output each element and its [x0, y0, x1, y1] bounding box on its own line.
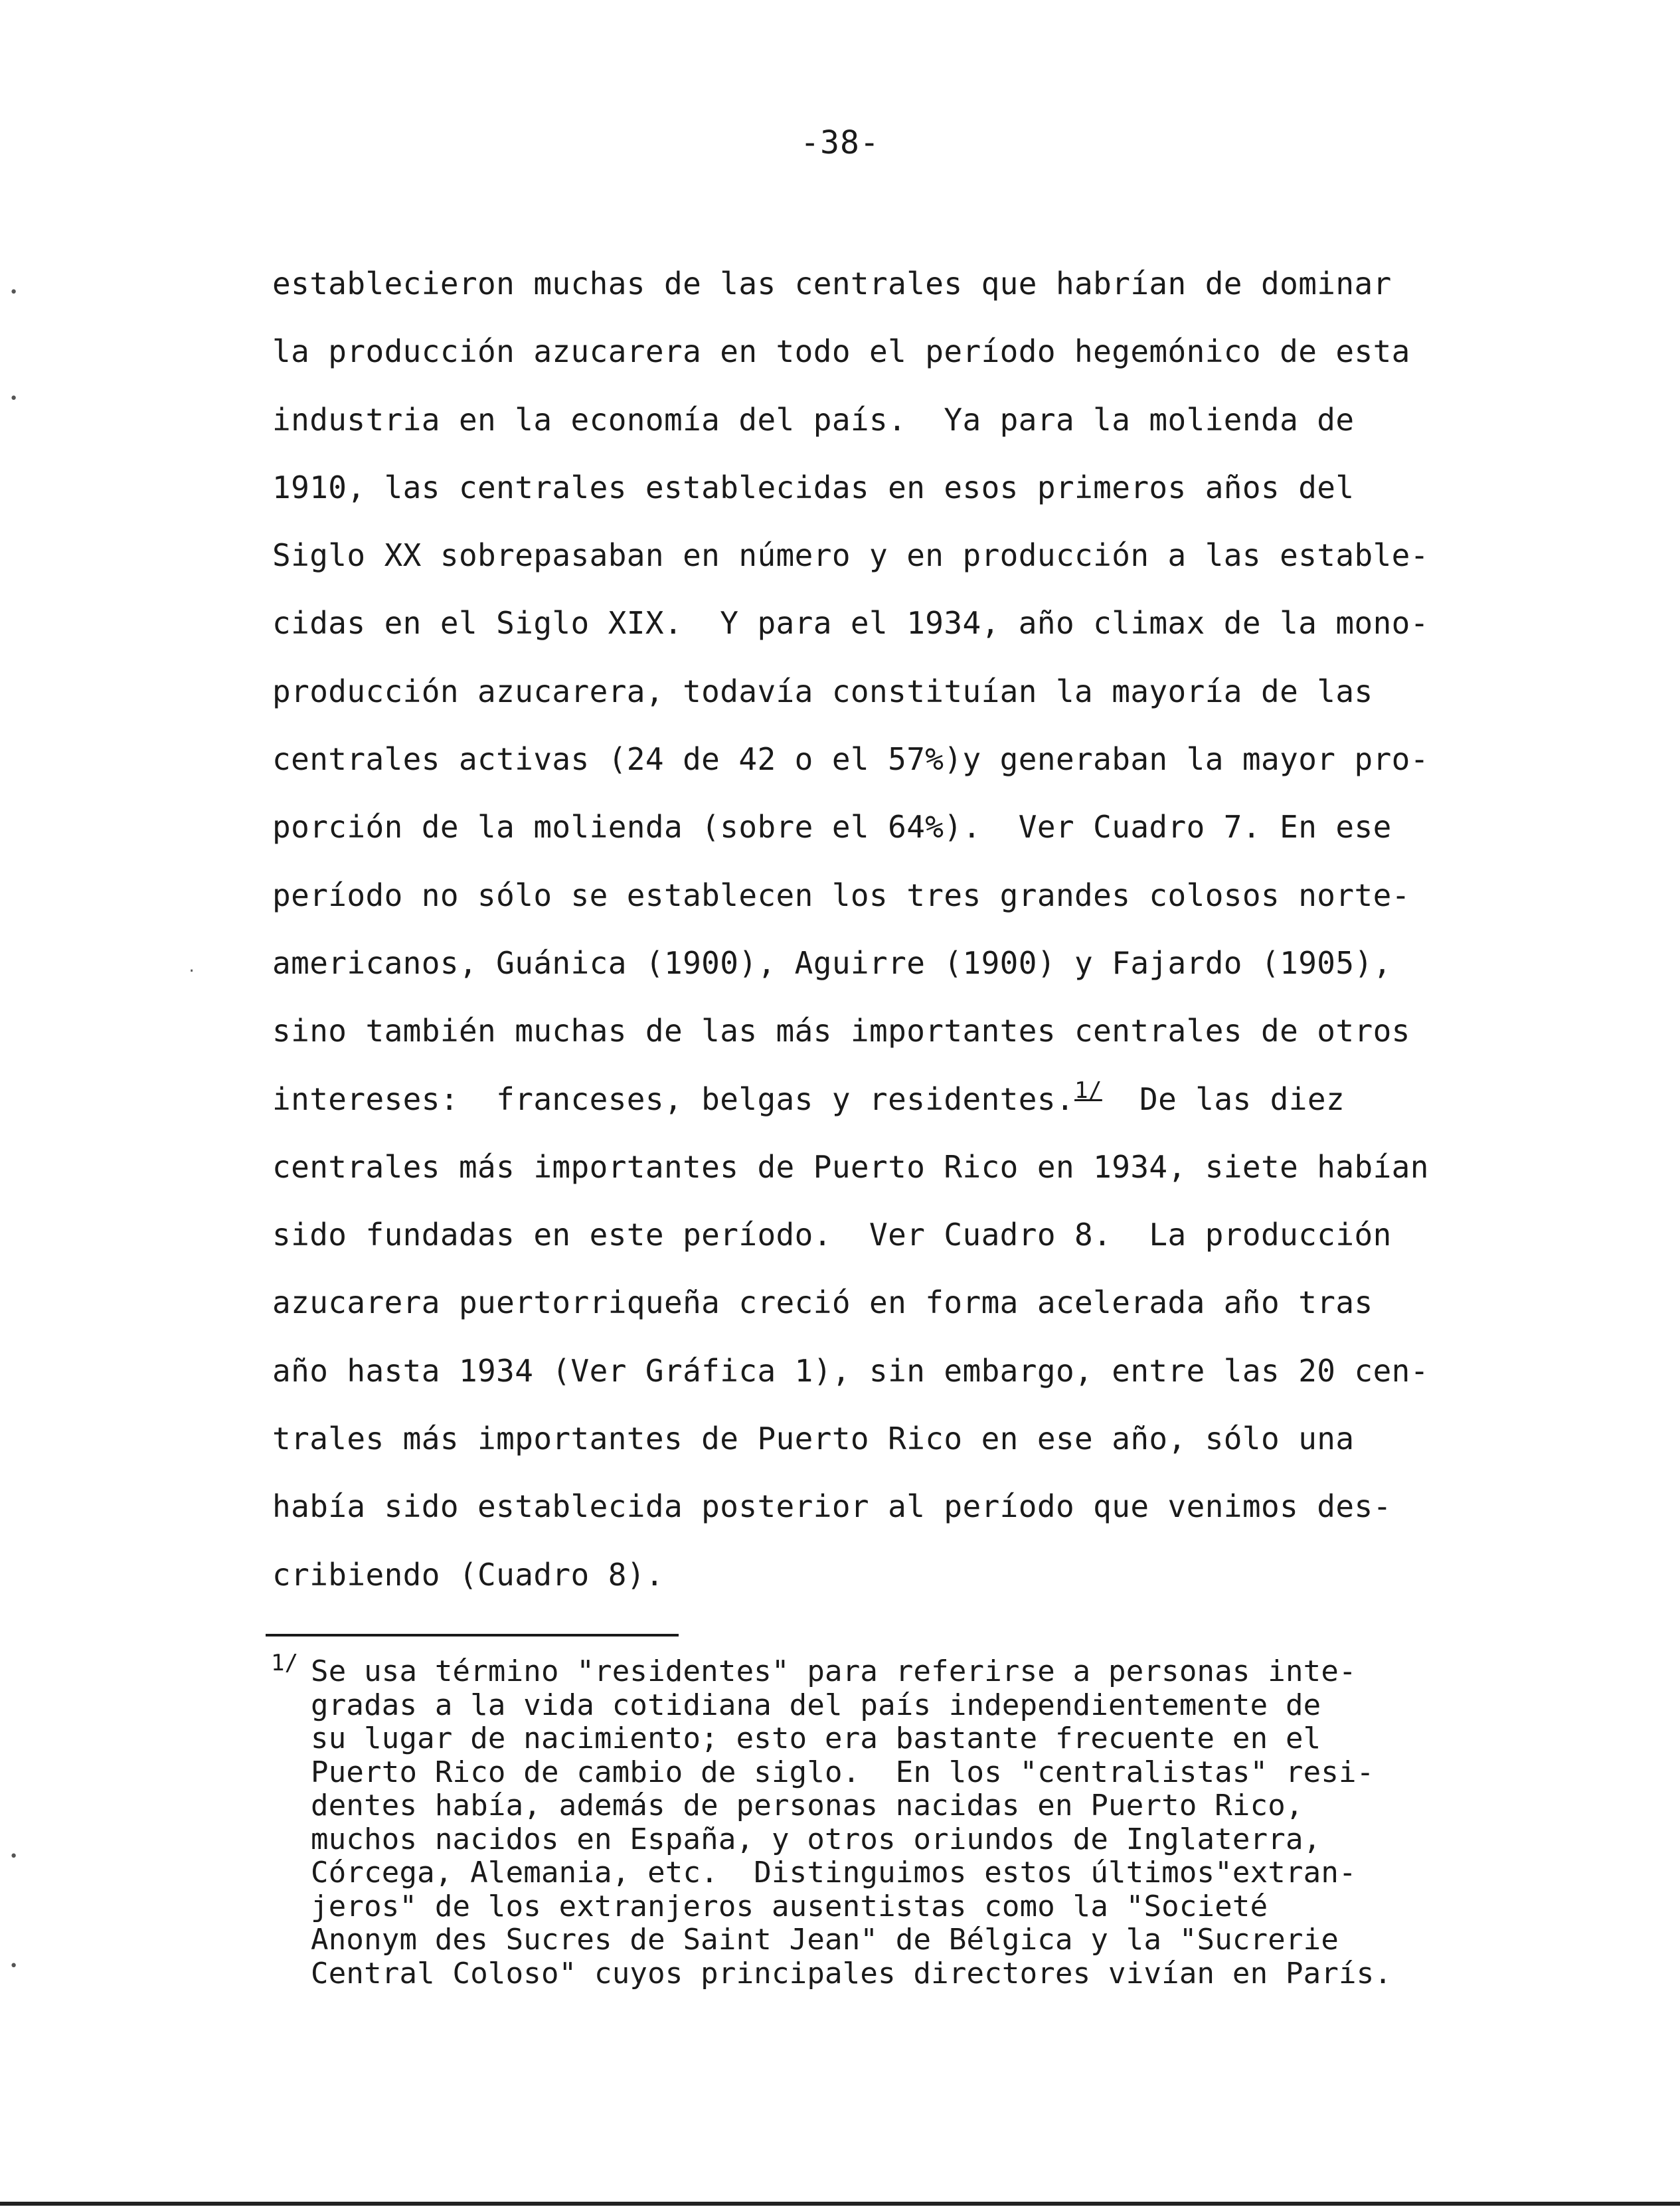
- body-line-16: azucarera puertorriqueña creció en forma acelerada año tras: [272, 1284, 1373, 1321]
- scan-speck: •: [9, 1848, 19, 1865]
- body-line-15: sido fundadas en este período. Ver Cuadro 8. La producción: [272, 1217, 1392, 1253]
- body-line-3: industria en la economía del país. Ya para la molienda de: [272, 401, 1355, 438]
- body-line-1: establecieron muchas de las centrales que habrían de dominar: [272, 266, 1392, 302]
- body-line-13-continuation: De las diez: [1102, 1081, 1345, 1117]
- body-line-5: Siglo XX sobrepasaban en número y en producción a las estable-: [272, 537, 1429, 574]
- body-line-20: cribiendo (Cuadro 8).: [272, 1556, 664, 1593]
- page-bottom-edge: [0, 2202, 1680, 2206]
- body-line-8: centrales activas (24 de 42 o el 57%)y generaban la mayor pro-: [272, 741, 1429, 778]
- footnote-line-4: Puerto Rico de cambio de siglo. En los "centralistas" resi-: [311, 1755, 1375, 1789]
- footnote-line-5: dentes había, además de personas nacidas en Puerto Rico,: [311, 1789, 1303, 1822]
- body-line-10: período no sólo se establecen los tres grandes colosos norte-: [272, 877, 1410, 913]
- footnote-separator: [266, 1634, 679, 1636]
- body-line-11: americanos, Guánica (1900), Aguirre (1900) y Fajardo (1905),: [272, 944, 1392, 981]
- body-text: [272, 260, 1534, 1619]
- body-line-2: la producción azucarera en todo el período hegemónico de esta: [272, 333, 1410, 370]
- body-line-18: trales más importantes de Puerto Rico en ese año, sólo una: [272, 1421, 1355, 1457]
- page-number: -38-: [800, 124, 880, 161]
- scan-speck: •: [9, 1958, 19, 1975]
- body-line-19: había sido establecida posterior al período que venimos des-: [272, 1488, 1392, 1525]
- footnote-line-8: jeros" de los extranjeros ausentistas como la "Societé: [311, 1889, 1268, 1923]
- body-line-4: 1910, las centrales establecidas en esos primeros años del: [272, 469, 1355, 505]
- footnote-line-1: [271, 1650, 1546, 1689]
- footnote-line-6: muchos nacidos en España, y otros oriundos de Inglaterra,: [311, 1822, 1321, 1856]
- footnote-line-3: su lugar de nacimiento; esto era bastante frecuente en el: [311, 1722, 1321, 1755]
- body-line-14: centrales más importantes de Puerto Rico en 1934, siete habían: [272, 1148, 1429, 1185]
- footnote-line-10: Central Coloso" cuyos principales directores vivían en París.: [311, 1956, 1392, 1990]
- footnote-marker: 1/: [271, 1650, 299, 1676]
- body-line-9: porción de la molienda (sobre el 64%). Ver Cuadro 7. En ese: [272, 809, 1392, 845]
- footnote-line-7: Córcega, Alemania, etc. Distinguimos estos últimos"extran-: [311, 1856, 1357, 1890]
- footnote: [271, 1650, 1546, 1990]
- footnote-line-9: Anonym des Sucres de Saint Jean" de Bélgica y la "Sucrerie: [311, 1923, 1339, 1957]
- body-line-6: cidas en el Siglo XIX. Y para el 1934, año climax de la mono-: [272, 605, 1429, 642]
- body-line-12: sino también muchas de las más importantes centrales de otros: [272, 1013, 1410, 1049]
- body-line-13-text: intereses: franceses, belgas y residentes.: [272, 1081, 1075, 1117]
- footnote-line-2: gradas a la vida cotidiana del país independientemente de: [311, 1688, 1321, 1722]
- body-line-17: año hasta 1934 (Ver Gráfica 1), sin embargo, entre las 20 cen-: [272, 1352, 1429, 1389]
- scan-speck: •: [9, 284, 19, 301]
- body-line-13: [272, 1076, 1534, 1144]
- footnote-reference: 1/: [1074, 1077, 1102, 1104]
- footnote-line-1-text: Se usa término "residentes" para referirse a personas inte-: [311, 1654, 1357, 1688]
- scan-speck: ·: [187, 963, 197, 980]
- body-line-7: producción azucarera, todavía constituían la mayoría de las: [272, 673, 1373, 709]
- scan-speck: •: [9, 391, 19, 407]
